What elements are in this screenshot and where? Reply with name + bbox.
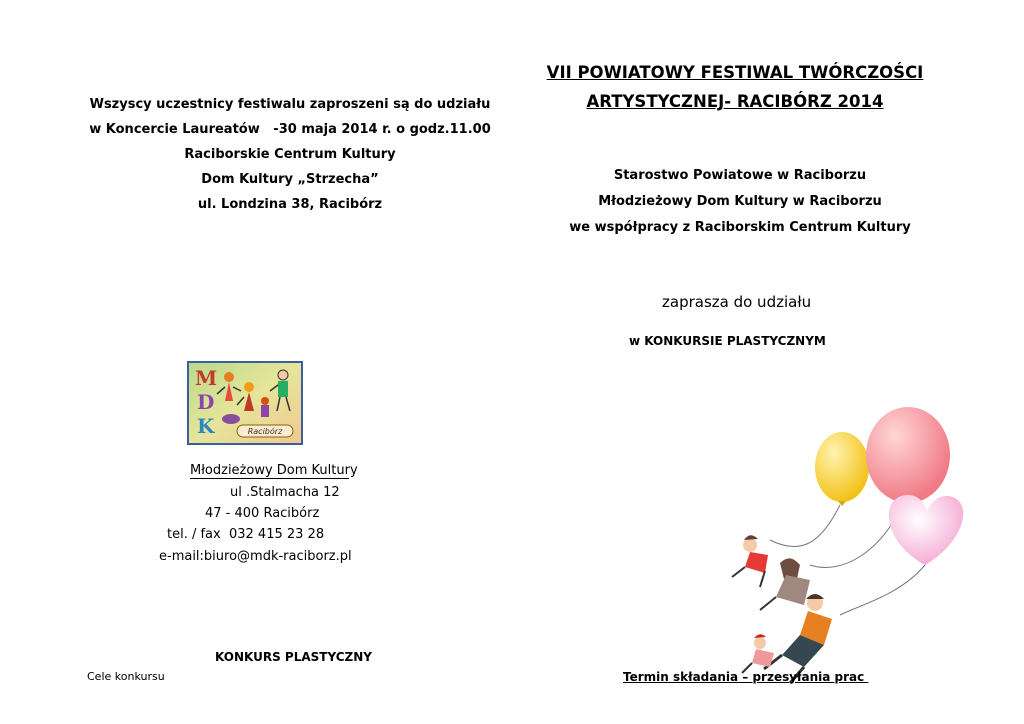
invite-line: Dom Kultury „Strzecha” [201, 172, 379, 187]
balloons-children-icon [720, 405, 970, 690]
submission-deadline-heading: Termin składania – przesyłania prac [623, 670, 869, 684]
invite-line: ul. Londzina 38, Racibórz [197, 197, 383, 212]
email-address: e-mail:biuro@mdk-raciborz.pl [159, 549, 352, 564]
logo-letter-m: M [195, 366, 218, 390]
contest-section-title: KONKURS PLASTYCZNY [215, 650, 372, 664]
phone-fax: tel. / fax 032 415 23 28 [167, 527, 325, 542]
contest-name: w KONKURSIE PLASTYCZNYM [629, 334, 826, 348]
flying-child-icon [732, 535, 768, 587]
pink-balloon-icon [866, 407, 950, 508]
laureate-concert-invitation [80, 92, 500, 217]
logo-letter-d: D [197, 390, 215, 414]
invitation-phrase: zaprasza do udziału [662, 293, 812, 311]
organizer-item: Młodzieżowy Dom Kultury w Raciborzu [598, 194, 882, 209]
street-address: ul .Stalmacha 12 [230, 485, 340, 500]
flying-girl-icon [760, 558, 810, 610]
heart-balloon-icon [889, 495, 964, 565]
festival-title-line: VII POWIATOWY FESTIWAL TWÓRCZOŚCI [546, 63, 924, 82]
institution-name-underline [190, 478, 349, 479]
mdk-logo [187, 361, 303, 445]
institution-name: Młodzieżowy Dom Kultury [190, 463, 358, 478]
yellow-balloon-icon [815, 432, 869, 506]
mdk-logo-image [187, 361, 303, 445]
festival-title-line: ARTYSTYCZNEJ- RACIBÓRZ 2014 [586, 92, 884, 111]
invite-line: Raciborskie Centrum Kultury [184, 147, 396, 162]
balloons-illustration [720, 405, 970, 690]
invite-line: Wszyscy uczestnicy festiwalu zaproszeni są do udziału [89, 97, 491, 112]
contest-goals-heading: Cele konkursu [87, 670, 165, 683]
flying-small-child-icon [742, 634, 774, 673]
organizers-list [540, 163, 940, 241]
postal-city: 47 - 400 Racibórz [205, 506, 320, 521]
logo-letter-k: K [197, 414, 215, 438]
festival-title [505, 58, 965, 116]
organizer-item: Starostwo Powiatowe w Raciborzu [613, 168, 867, 183]
logo-city-label: Racibórz [247, 427, 283, 436]
organizer-item: we współpracy z Raciborskim Centrum Kultury [569, 220, 911, 235]
invite-line: w Koncercie Laureatów -30 maja 2014 r. o godz.11.00 [89, 122, 491, 137]
